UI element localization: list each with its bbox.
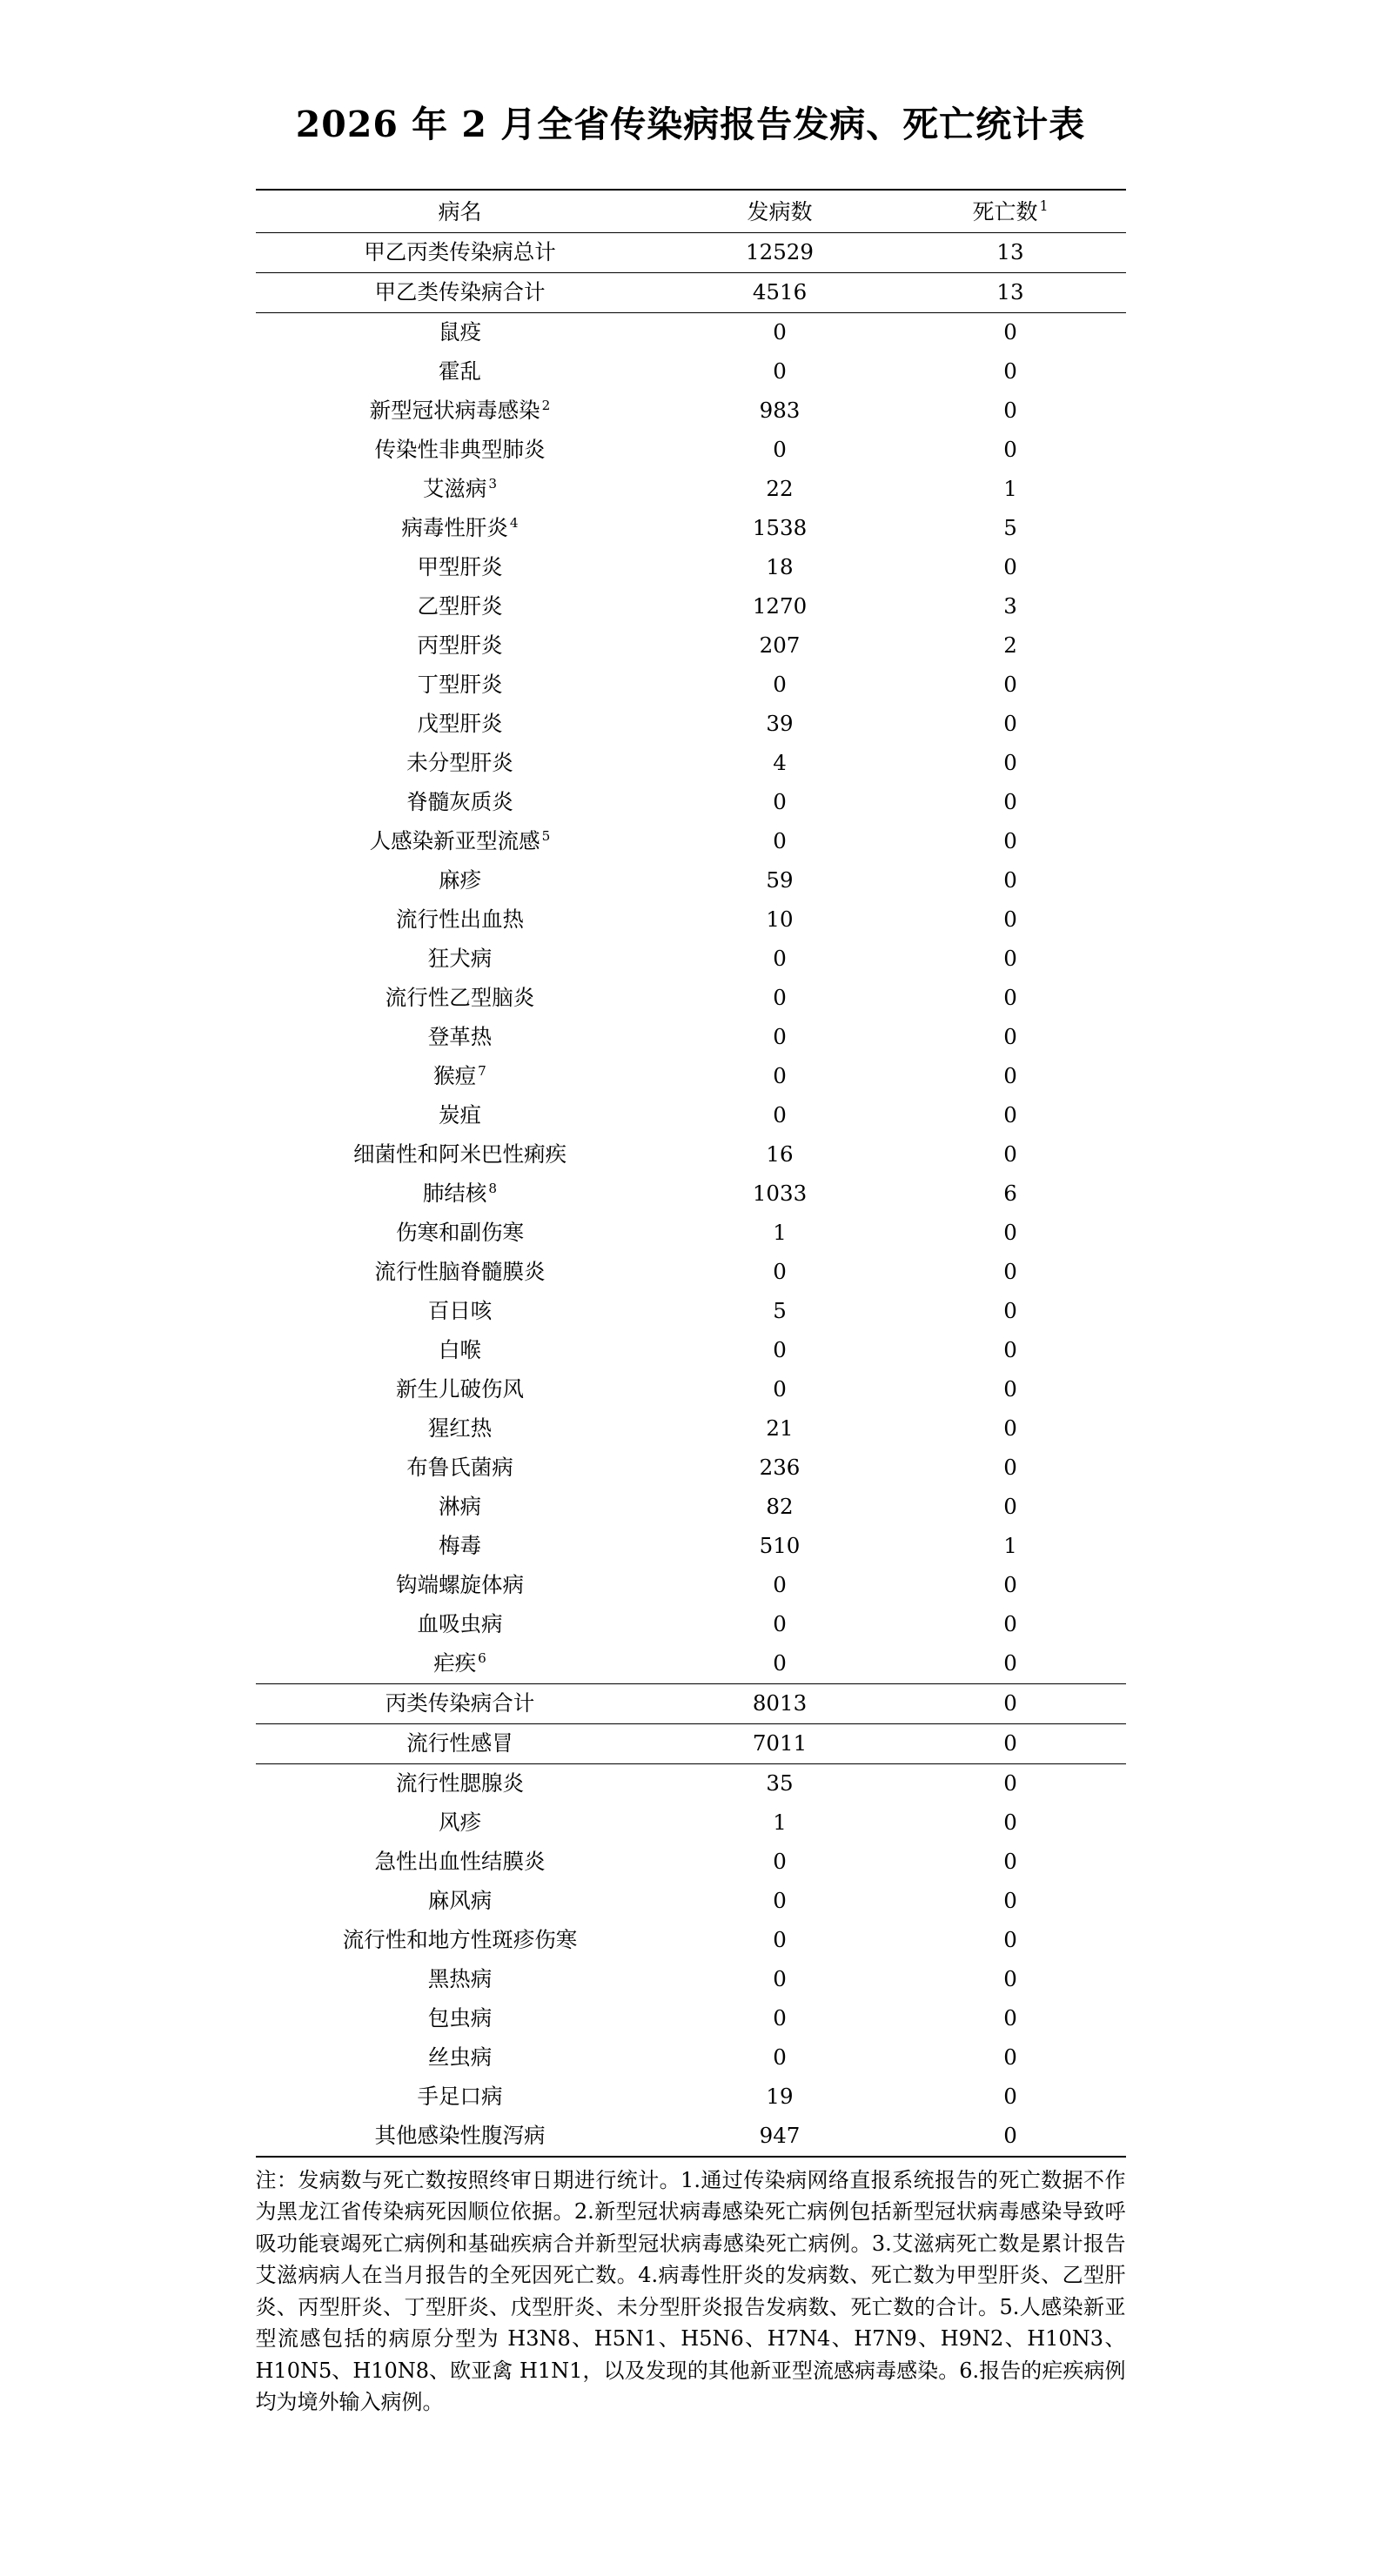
cell-deaths: 0: [1003, 398, 1017, 424]
cell-deaths: 0: [1003, 1337, 1017, 1363]
cell-deaths: 0: [1003, 2084, 1017, 2110]
table-row: [256, 313, 1126, 353]
table-row: [256, 1135, 1126, 1174]
cell-disease-name: [256, 940, 665, 979]
cell-disease-name: [256, 626, 665, 666]
table-row: [256, 1882, 1126, 1921]
cell-disease-name: [256, 744, 665, 783]
table-row: [256, 509, 1126, 548]
cell-deaths: 0: [1003, 1024, 1017, 1050]
cell-disease-name: [256, 1370, 665, 1409]
table-row: [256, 822, 1126, 861]
cell-disease-name: [256, 1999, 665, 2038]
cell-deaths: 0: [1003, 1966, 1017, 1992]
disease-name-label: 丁型肝炎: [417, 672, 503, 698]
statistics-table-wrapper: [256, 189, 1126, 2158]
cell-deaths: 5: [1003, 515, 1017, 541]
cell-disease-name: [256, 233, 665, 273]
table-row: [256, 1764, 1126, 1804]
cell-deaths: 0: [1003, 1376, 1017, 1402]
footnote-text: 注：发病数与死亡数按照终审日期进行统计。1.通过传染病网络直报系统报告的死亡数据不作为黑龙江省传染病死因顺位依据。2.新型冠状病毒感染死亡病例包括新型冠状病毒感染导致呼吸功能衰竭死亡病例和基础疾病合并新型冠状病毒感染死亡病例。3.艾滋病死亡数是累计报告艾滋病病人在当月报告的全死因死亡数。4.病毒性肝炎的发病数、死亡数为甲型肝炎、乙型肝炎、丙型肝炎、丁型肝炎、戊型肝炎、未分型肝炎报告发病数、死亡数的合计。5.人感染新亚型流感包括的病原分型为 H3N8、H5N1、H5N6、H7N4、H7N9、H9N2、H10N3、H10N5、H10N8、欧亚禽 H1N1，以及发现的其他新亚型流感病毒感染。6.报告的疟疾病例均为境外输入病例。: [255, 2168, 1126, 2415]
cell-deaths: 0: [1003, 867, 1017, 893]
disease-name-label: 急性出血性结膜炎: [374, 1849, 546, 1875]
table-row: [256, 1566, 1126, 1605]
cell-cases: 0: [773, 1024, 787, 1050]
cell-cases: 8013: [665, 1684, 895, 1724]
disease-name-label: 甲乙类传染病合计: [374, 279, 546, 305]
disease-name-label: 伤寒和副伤寒: [396, 1220, 524, 1246]
table-row: [256, 273, 1126, 313]
disease-name-label: 手足口病: [417, 2084, 503, 2110]
disease-name-label: 流行性感冒: [406, 1730, 513, 1756]
disease-name-label: 流行性出血热: [396, 907, 524, 933]
disease-name-label: 脊髓灰质炎: [406, 789, 513, 815]
cell-disease-name: [256, 1449, 665, 1488]
table-row: [256, 1684, 1126, 1724]
disease-name-label: 丝虫病: [427, 2044, 493, 2071]
column-header-deaths-label: 死亡数: [972, 198, 1038, 224]
cell-disease-name: [256, 2078, 665, 2117]
cell-disease-name: [256, 470, 665, 509]
cell-disease-name: [256, 587, 665, 626]
cell-cases: 0: [773, 1927, 787, 1953]
cell-cases: 0: [773, 1572, 787, 1598]
table-row: [256, 1644, 1126, 1684]
cell-disease-name: [256, 1253, 665, 1292]
disease-name-label: 霍乱: [439, 358, 481, 385]
cell-deaths: 0: [1003, 711, 1017, 737]
table-row: [256, 431, 1126, 470]
cell-cases: 947: [665, 2117, 895, 2157]
disease-name-label: 布鲁氏菌病: [406, 1455, 513, 1481]
cell-cases: 12529: [665, 233, 895, 273]
cell-disease-name: [256, 1057, 665, 1096]
cell-deaths: 0: [1003, 1455, 1017, 1481]
cell-disease-name: [256, 1409, 665, 1449]
cell-deaths: 0: [1003, 1220, 1017, 1246]
cell-disease-name: [256, 1096, 665, 1135]
footnote-block: [256, 2165, 1126, 2419]
disease-name-label: 钩端螺旋体病: [396, 1572, 524, 1598]
cell-cases: 4: [773, 750, 787, 776]
cell-deaths: 0: [1003, 1927, 1017, 1953]
cell-cases: 1538: [752, 515, 808, 541]
table-row: [256, 744, 1126, 783]
cell-deaths: 13: [895, 273, 1126, 313]
disease-name-label: 疟疾: [433, 1650, 477, 1676]
table-row: [256, 861, 1126, 900]
cell-cases: 510: [759, 1533, 801, 1559]
disease-name-label: 狂犬病: [427, 946, 493, 972]
cell-disease-name: [256, 1135, 665, 1174]
table-row: [256, 1843, 1126, 1882]
table-row: [256, 548, 1126, 587]
cell-deaths: 0: [1003, 319, 1017, 345]
table-row: [256, 1921, 1126, 1960]
cell-disease-name: [256, 1644, 665, 1684]
infectious-disease-statistics-table: [256, 189, 1126, 2158]
disease-name-label: 登革热: [427, 1024, 493, 1050]
table-row: [256, 1960, 1126, 1999]
cell-cases: 7011: [665, 1724, 895, 1764]
cell-disease-name: [256, 1843, 665, 1882]
cell-disease-name: [256, 1764, 665, 1804]
disease-name-label: 风疹: [439, 1810, 481, 1836]
cell-deaths: 0: [1003, 358, 1017, 385]
cell-cases: 0: [773, 828, 787, 854]
cell-disease-name: [256, 352, 665, 391]
cell-cases: 0: [773, 789, 787, 815]
cell-cases: 983: [759, 398, 801, 424]
cell-deaths: 0: [1003, 2044, 1017, 2071]
cell-disease-name: [256, 1566, 665, 1605]
column-header-deaths-footnote-marker: 1: [1039, 198, 1049, 215]
cell-disease-name: [256, 783, 665, 822]
disease-name-label: 未分型肝炎: [406, 750, 513, 776]
table-row: [256, 470, 1126, 509]
cell-deaths: 1: [1003, 1533, 1017, 1559]
cell-disease-name: [256, 705, 665, 744]
cell-deaths: 2: [1003, 632, 1017, 659]
cell-cases: 0: [773, 1611, 787, 1637]
cell-deaths: 0: [1003, 1063, 1017, 1089]
cell-deaths: 0: [1003, 554, 1017, 580]
table-row: [256, 1331, 1126, 1370]
disease-name-label: 传染性非典型肺炎: [374, 437, 546, 463]
table-row: [256, 233, 1126, 273]
table-row: [256, 1409, 1126, 1449]
cell-disease-name: [256, 1214, 665, 1253]
disease-name-label: 百日咳: [427, 1298, 493, 1324]
cell-deaths: 0: [1003, 1141, 1017, 1168]
cell-deaths: 0: [1003, 1849, 1017, 1875]
disease-name-label: 甲乙丙类传染病总计: [364, 239, 556, 265]
cell-deaths: 0: [1003, 1888, 1017, 1914]
disease-name-label: 流行性乙型脑炎: [385, 985, 535, 1011]
table-row: [256, 979, 1126, 1018]
cell-cases: 0: [773, 437, 787, 463]
cell-deaths: 0: [1003, 1102, 1017, 1128]
disease-name-label: 黑热病: [427, 1966, 493, 1992]
cell-deaths: 0: [895, 2117, 1126, 2157]
table-row: [256, 626, 1126, 666]
footnote-marker: 7: [478, 1063, 486, 1080]
disease-name-label: 流行性腮腺炎: [396, 1770, 524, 1797]
cell-disease-name: [256, 273, 665, 313]
footnote-marker: 5: [541, 828, 551, 845]
cell-cases: 1: [773, 1810, 787, 1836]
disease-name-label: 戊型肝炎: [417, 711, 503, 737]
footnote-marker: 2: [541, 398, 551, 414]
column-header-disease-name: 病名: [256, 190, 665, 233]
cell-cases: 4516: [665, 273, 895, 313]
table-row: [256, 1527, 1126, 1566]
cell-disease-name: [256, 1882, 665, 1921]
cell-cases: 0: [773, 2005, 787, 2031]
cell-deaths: 0: [1003, 828, 1017, 854]
table-row: [256, 1018, 1126, 1057]
cell-cases: 22: [766, 476, 794, 502]
table-row: [256, 1174, 1126, 1214]
cell-deaths: 0: [1003, 2005, 1017, 2031]
cell-cases: 0: [773, 1376, 787, 1402]
cell-deaths: 0: [895, 1684, 1126, 1724]
disease-name-label: 人感染新亚型流感: [369, 828, 540, 854]
cell-disease-name: [256, 1488, 665, 1527]
cell-cases: 0: [773, 1966, 787, 1992]
cell-deaths: 3: [1003, 593, 1017, 619]
disease-name-label: 新生儿破伤风: [396, 1376, 524, 1402]
cell-cases: 0: [773, 358, 787, 385]
disease-name-label: 猴痘: [433, 1063, 477, 1089]
cell-disease-name: [256, 548, 665, 587]
footnote-marker: 4: [509, 515, 519, 532]
cell-cases: 0: [773, 1063, 787, 1089]
table-row: [256, 1999, 1126, 2038]
cell-disease-name: [256, 1803, 665, 1843]
cell-disease-name: [256, 2038, 665, 2078]
cell-disease-name: [256, 1331, 665, 1370]
cell-deaths: 0: [1003, 1259, 1017, 1285]
cell-cases: 1033: [752, 1181, 808, 1207]
cell-cases: 0: [773, 319, 787, 345]
cell-cases: 16: [766, 1141, 794, 1168]
table-row: [256, 1803, 1126, 1843]
cell-cases: 0: [665, 1644, 895, 1684]
cell-cases: 5: [773, 1298, 787, 1324]
cell-cases: 59: [766, 867, 794, 893]
cell-disease-name: [256, 2117, 665, 2157]
cell-disease-name: [256, 509, 665, 548]
table-row: [256, 1370, 1126, 1409]
disease-name-label: 麻风病: [427, 1888, 493, 1914]
cell-cases: 10: [766, 907, 794, 933]
footnote-marker: 3: [488, 476, 498, 492]
cell-deaths: 6: [1003, 1181, 1017, 1207]
cell-deaths: 0: [1003, 946, 1017, 972]
cell-disease-name: [256, 1292, 665, 1331]
cell-deaths: 0: [895, 1724, 1126, 1764]
cell-deaths: 0: [1003, 1298, 1017, 1324]
footnote-marker: 6: [478, 1650, 486, 1667]
cell-cases: 39: [766, 711, 794, 737]
cell-cases: 21: [766, 1415, 794, 1442]
cell-deaths: 1: [1003, 476, 1017, 502]
footnote-marker: 8: [488, 1181, 498, 1197]
disease-name-label: 麻疹: [439, 867, 481, 893]
table-row: [256, 1605, 1126, 1644]
disease-name-label: 淋病: [439, 1494, 481, 1520]
cell-cases: 0: [773, 2044, 787, 2071]
table-row: [256, 2078, 1126, 2117]
cell-disease-name: [256, 666, 665, 705]
cell-cases: 19: [766, 2084, 794, 2110]
disease-name-label: 细菌性和阿米巴性痢疾: [353, 1141, 566, 1168]
cell-deaths: 0: [1003, 1494, 1017, 1520]
table-header-row: [256, 190, 1126, 233]
cell-deaths: 0: [1003, 1611, 1017, 1637]
cell-deaths: 0: [1003, 437, 1017, 463]
table-row: [256, 1292, 1126, 1331]
cell-cases: 0: [773, 985, 787, 1011]
cell-disease-name: [256, 1921, 665, 1960]
cell-cases: 18: [766, 554, 794, 580]
disease-name-label: 乙型肝炎: [417, 593, 503, 619]
table-row: [256, 2038, 1126, 2078]
table-row: [256, 1253, 1126, 1292]
disease-name-label: 其他感染性腹泻病: [374, 2123, 546, 2149]
cell-disease-name: [256, 313, 665, 353]
cell-deaths: 0: [1003, 1415, 1017, 1442]
cell-cases: 0: [773, 1259, 787, 1285]
disease-name-label: 血吸虫病: [417, 1611, 503, 1637]
disease-name-label: 白喉: [439, 1337, 481, 1363]
cell-disease-name: [256, 861, 665, 900]
cell-cases: 1: [773, 1220, 787, 1246]
cell-deaths: 0: [895, 1644, 1126, 1684]
cell-deaths: 0: [1003, 1810, 1017, 1836]
table-row: [256, 2117, 1126, 2157]
table-body: [256, 233, 1126, 2158]
cell-deaths: 0: [1003, 789, 1017, 815]
cell-deaths: 0: [1003, 750, 1017, 776]
cell-disease-name: [256, 1527, 665, 1566]
table-row: [256, 705, 1126, 744]
cell-cases: 0: [773, 672, 787, 698]
cell-disease-name: [256, 1174, 665, 1214]
cell-cases: 236: [759, 1455, 801, 1481]
cell-disease-name: [256, 1684, 665, 1724]
table-row: [256, 666, 1126, 705]
column-header-cases: 发病数: [665, 190, 895, 233]
cell-deaths: 0: [1003, 907, 1017, 933]
disease-name-label: 甲型肝炎: [417, 554, 503, 580]
table-row: [256, 391, 1126, 431]
cell-disease-name: [256, 1960, 665, 1999]
cell-disease-name: [256, 1724, 665, 1764]
disease-name-label: 流行性脑脊髓膜炎: [374, 1259, 546, 1285]
cell-disease-name: [256, 391, 665, 431]
cell-cases: 0: [773, 1888, 787, 1914]
disease-name-label: 炭疽: [439, 1102, 481, 1128]
table-row: [256, 940, 1126, 979]
cell-disease-name: [256, 1605, 665, 1644]
cell-cases: 82: [766, 1494, 794, 1520]
cell-cases: 1270: [752, 593, 808, 619]
table-row: [256, 1449, 1126, 1488]
disease-name-label: 丙类传染病合计: [385, 1690, 535, 1716]
table-row: [256, 1096, 1126, 1135]
cell-cases: 0: [773, 946, 787, 972]
cell-cases: 0: [773, 1849, 787, 1875]
cell-cases: 207: [759, 632, 801, 659]
cell-deaths: 0: [1003, 1770, 1017, 1797]
cell-cases: 35: [766, 1770, 794, 1797]
column-header-deaths: [895, 190, 1126, 233]
disease-name-label: 丙型肝炎: [417, 632, 503, 659]
disease-name-label: 新型冠状病毒感染: [369, 398, 540, 424]
table-row: [256, 587, 1126, 626]
table-row: [256, 1214, 1126, 1253]
cell-deaths: 0: [1003, 1572, 1017, 1598]
cell-cases: 0: [773, 1337, 787, 1363]
cell-disease-name: [256, 1018, 665, 1057]
disease-name-label: 肺结核: [422, 1181, 487, 1207]
cell-deaths: 0: [1003, 672, 1017, 698]
cell-disease-name: [256, 979, 665, 1018]
page-title: 2026 年 2 月全省传染病报告发病、死亡统计表: [295, 104, 1086, 145]
disease-name-label: 猩红热: [427, 1415, 493, 1442]
table-row: [256, 1488, 1126, 1527]
cell-deaths: 0: [1003, 985, 1017, 1011]
table-row: [256, 1724, 1126, 1764]
cell-disease-name: [256, 900, 665, 940]
cell-deaths: 13: [895, 233, 1126, 273]
disease-name-label: 梅毒: [439, 1533, 481, 1559]
table-row: [256, 900, 1126, 940]
table-row: [256, 783, 1126, 822]
cell-disease-name: [256, 431, 665, 470]
disease-name-label: 病毒性肝炎: [401, 515, 508, 541]
table-row: [256, 352, 1126, 391]
cell-disease-name: [256, 822, 665, 861]
disease-name-label: 鼠疫: [439, 319, 481, 345]
table-row: [256, 1057, 1126, 1096]
disease-name-label: 流行性和地方性斑疹伤寒: [342, 1927, 578, 1953]
disease-name-label: 包虫病: [427, 2005, 493, 2031]
cell-cases: 0: [773, 1102, 787, 1128]
disease-name-label: 艾滋病: [422, 476, 487, 502]
